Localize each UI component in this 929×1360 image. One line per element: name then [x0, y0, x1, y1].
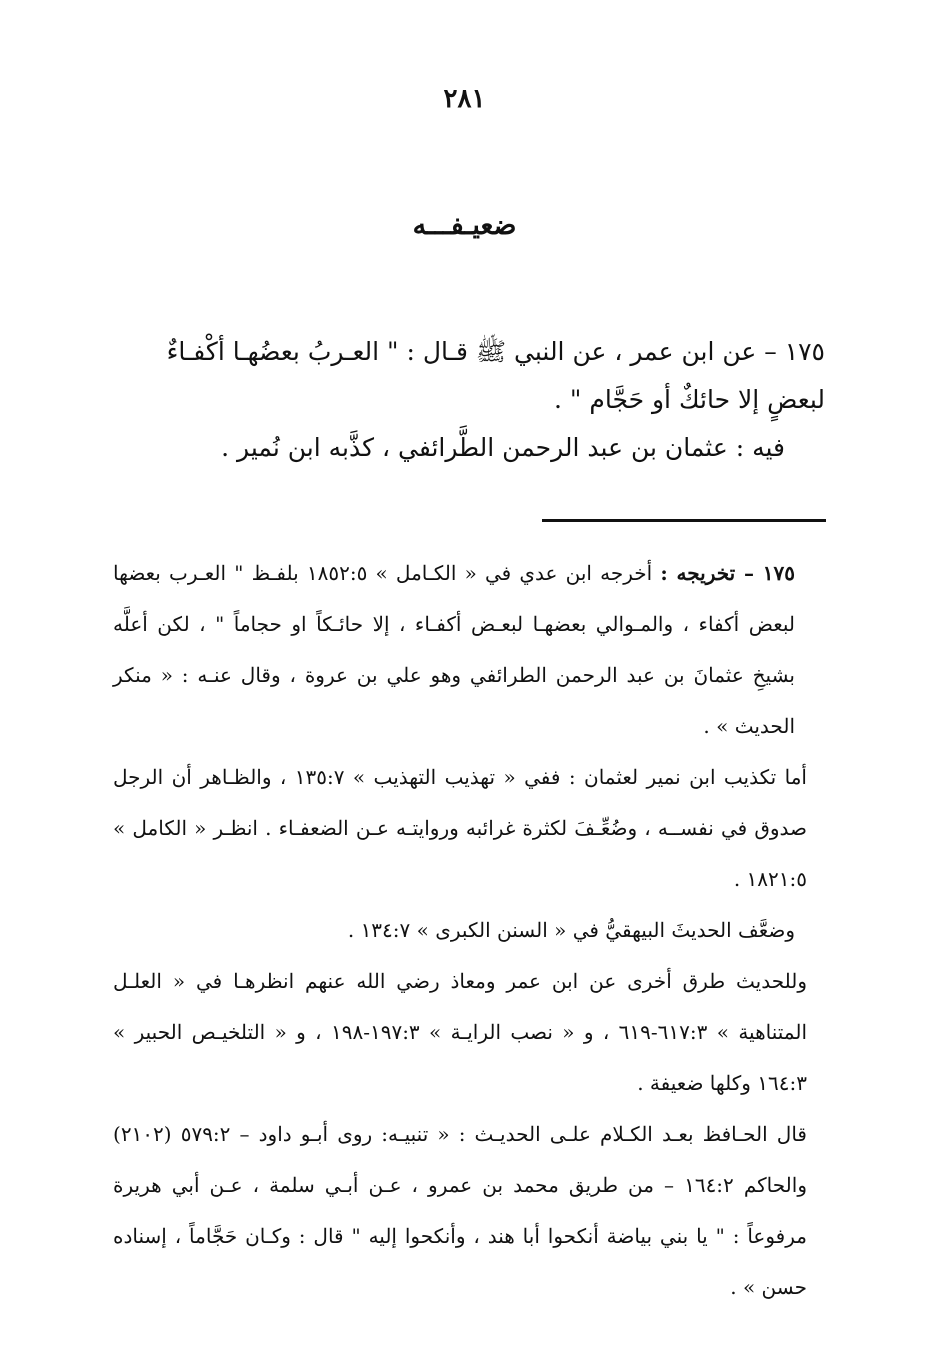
takhrij-text: أخرجه ابن عدي في « الكـامل » ١٨٥٢:٥ بلفـظ " العـرب بعضها لبعض أكفاء ، والمـوالي بعضهـا لبعـض أكفـاء ، إلا حائـكاً او حجاماً " ، لكن أعلَّه بشيخِ عثمانَ بن عبد الرحمن الطرائفي وهو علي بن عروة ، وقال عنـه : « منكر الحديث » . — [113, 561, 795, 738]
section-heading: ضعيـفـــه — [412, 210, 517, 241]
hadith-text-line-2: لبعضٍ إلا حائكٌ أو حَجَّام " . — [554, 385, 825, 414]
footnote-separator — [542, 519, 826, 522]
takhrij-paragraph — [113, 548, 825, 752]
hadith-text-line-1: ١٧٥ – عن ابن عمر ، عن النبي ﷺ قـال : " العـربُ بعضُهـا أكْفـاءٌ — [166, 337, 825, 366]
note-paragraph-hafiz: قال الحـافظ بعـد الكـلام علـى الحديـث : « تنبيـه: روى أبـو داود – ٥٧٩:٢ (٢١٠٢) والحاكم ١٦٤:٢ – من طريق محمد بن عمرو ، عـن أبـي سلمة ، عـن أبي هريرة مرفوعاً : " يا بني بياضة أنكحوا أبا هند ، وأنكحوا إليه " قال : وكـان حَجَّاماً ، إسناده حسن » . — [113, 1122, 807, 1299]
hadith-block — [113, 328, 825, 472]
note-paragraph-ibn-numayr: أما تكذيب ابن نمير لعثمان : ففي « تهذيب التهذيب » ١٣٥:٧ ، والظـاهر أن الرجل صدوق في نفســه ، وضُعِّـفَ لكثرة غرائبه وروايتـه عـن الضعفـاء . انظـر « الكامل » ١٨٢١:٥ . — [113, 765, 807, 891]
takhrij-label: ١٧٥ – تخريجه : — [660, 561, 796, 585]
page-number: ٢٨١ — [443, 84, 486, 114]
hadith-narrator-note: فيه : عثمان بن عبد الرحمن الطَّرائفي ، كذَّبه ابن نُمير . — [221, 433, 785, 462]
note-paragraph-bayhaqi: وضعَّف الحديثَ البيهقيُّ في « السنن الكبرى » ١٣٤:٧ . — [347, 918, 795, 942]
note-paragraph-other-routes: وللحديث طرق أخرى عن ابن عمر ومعاذ رضي الله عنهم انظرهـا في « العلـل المتناهية » ٦١٧:٣-٦١٩ ، و « نصب الرايـة » ١٩٧:٣-١٩٨ ، و « التلخيـص الحبير » ١٦٤:٣ وكلها ضعيفة . — [113, 969, 808, 1095]
footnotes-block — [113, 548, 825, 1313]
